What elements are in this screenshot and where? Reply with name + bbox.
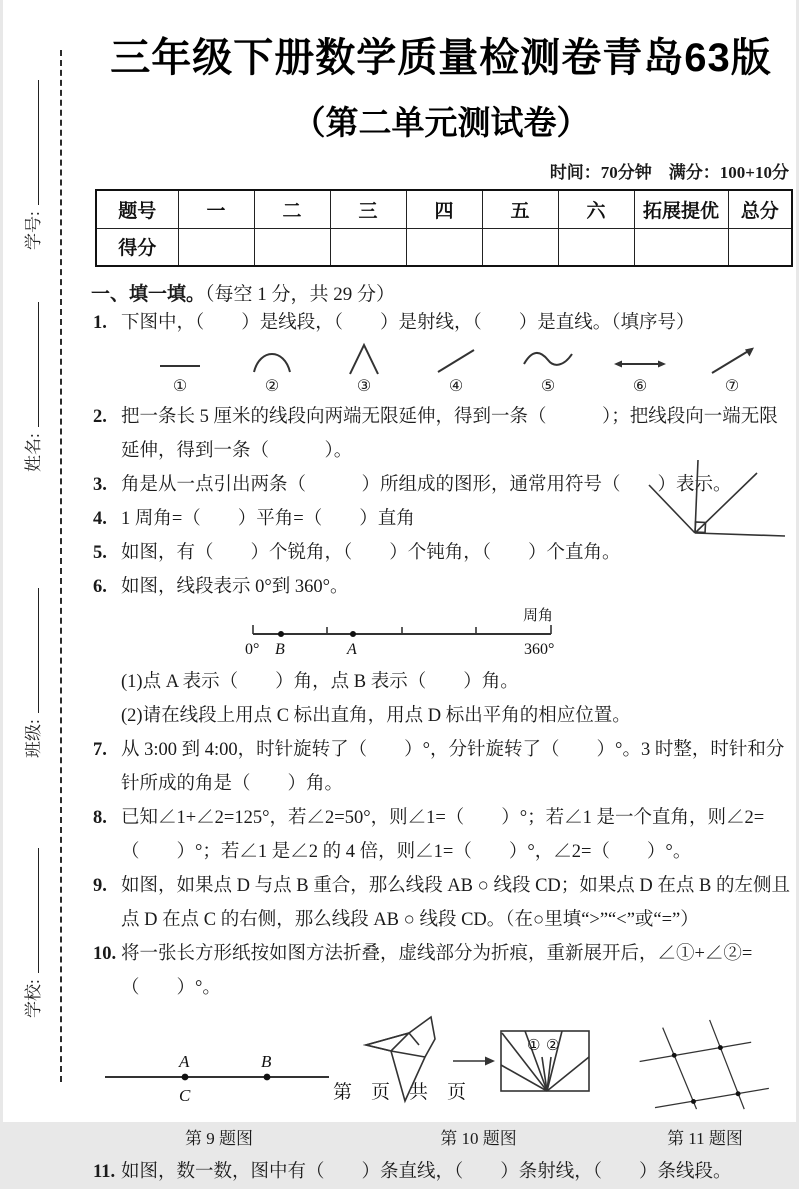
figure-angle (334, 342, 394, 396)
question-6 (91, 570, 791, 604)
score-cell-empty (254, 228, 330, 266)
figure-11-caption: 第 11 题图 (667, 1129, 743, 1148)
figure-label: ④ (448, 378, 464, 395)
arc-icon (242, 342, 302, 378)
question-10 (91, 937, 791, 1005)
score-header-cell: 六 (558, 190, 634, 228)
score-row-label: 得分 (96, 228, 178, 266)
svg-text:A: A (179, 1052, 190, 1071)
score-header-cell: 拓展提优 (634, 190, 728, 228)
svg-text:B: B (275, 641, 285, 658)
svg-text:360°: 360° (524, 641, 555, 658)
figure-label: ① (172, 378, 188, 395)
school-field (19, 848, 44, 1018)
question-1-figures (121, 342, 791, 396)
score-header-cell: 一 (178, 190, 254, 228)
figure-wave (518, 342, 578, 396)
time-score-info: 时间：70分钟 满分：100+10分 (549, 163, 789, 182)
svg-text:②: ② (546, 1038, 560, 1054)
score-cell-empty (482, 228, 558, 266)
score-cell-empty (558, 228, 634, 266)
question-1-text: 下图中，（ ）是线段，（ ）是射线，（ ）是直线。（填序号） (121, 313, 695, 333)
question-1 (91, 306, 791, 340)
question-4-text: 1 周角=（ ）平角=（ ）直角 (121, 509, 415, 529)
question-8-text: 已知∠1+∠2=125°，若∠2=50°，则∠1=（ ）°；若∠1 是一个直角，则∠2=（ ）°；若∠1 是∠2 的 4 倍，则∠1=（ ）°，∠2=（ ）°。 (121, 808, 765, 862)
question-8-number: 8. (93, 808, 107, 828)
score-header-cell: 四 (406, 190, 482, 228)
question-2-text: 把一条长 5 厘米的线段向两端无限延伸，得到一条（ ）；把线段向一端无限延伸，得到一条（ ）。 (121, 407, 778, 461)
figure-line-double-arrow (610, 342, 670, 396)
score-table (95, 189, 793, 267)
section-one-title: 一、填一填。 (91, 284, 206, 305)
question-7 (91, 733, 791, 801)
question-6-sub2 (91, 699, 791, 733)
figure-label: ⑦ (724, 378, 740, 395)
question-8 (91, 801, 791, 869)
student-id-label: 学号: (24, 211, 43, 250)
slash-line-icon (426, 342, 486, 378)
rays-from-vertex-icon (645, 455, 790, 547)
figure-label: ③ (356, 378, 372, 395)
score-header-cell: 五 (482, 190, 558, 228)
score-header-cell: 二 (254, 190, 330, 228)
figure-label: ② (264, 378, 280, 395)
question-6-number: 6. (93, 577, 107, 597)
svg-text:A: A (347, 641, 357, 658)
segment-icon (150, 342, 210, 378)
question-7-text: 从 3:00 到 4:00，时针旋转了（ ）°，分针旋转了（ ）°。3 时整，时针和分针所成的角是（ ）角。 (121, 740, 785, 794)
score-cell-empty (634, 228, 728, 266)
ray-arrow-icon (702, 342, 762, 378)
question-9 (91, 869, 791, 937)
question-2-number: 2. (93, 407, 107, 427)
question-6-sub2-text: (2)请在线段上用点 C 标出直角，用点 D 标出平角的相应位置。 (121, 706, 631, 726)
score-header-cell: 题号 (96, 190, 178, 228)
svg-text:C: C (179, 1086, 191, 1105)
degree-scale-icon (241, 606, 571, 660)
question-6-text: 如图，线段表示 0°到 360°。 (121, 577, 349, 597)
class-field (19, 588, 44, 758)
school-blank-line (25, 848, 39, 973)
question-11 (91, 1155, 791, 1189)
figure-label: ⑥ (632, 378, 648, 395)
question-5-number: 5. (93, 543, 107, 563)
score-cell-empty (728, 228, 792, 266)
section-one-note: （每空 1 分，共 29 分） (205, 284, 396, 305)
question-5-text: 如图，有（ ）个锐角，（ ）个钝角，（ ）个直角。 (121, 543, 621, 563)
class-blank-line (25, 588, 39, 713)
page-footer: 第 页 共 页 (332, 1082, 466, 1103)
question-3-text: 角是从一点引出两条（ ）所组成的图形，通常用符号（ ）表示。 (121, 475, 732, 495)
question-7-number: 7. (93, 740, 107, 760)
page-title: 三年级下册数学质量检测卷青岛63版 (110, 36, 772, 80)
question-1-number: 1. (93, 313, 107, 333)
figure-9-caption: 第 9 题图 (185, 1129, 253, 1148)
score-cell-empty (330, 228, 406, 266)
svg-text:B: B (261, 1052, 272, 1071)
class-label: 班级: (24, 719, 43, 758)
wavy-curve-icon (518, 342, 578, 378)
svg-text:①: ① (527, 1038, 541, 1054)
paper-content (91, 0, 791, 1189)
question-6-sub1 (91, 665, 791, 699)
svg-text:0°: 0° (245, 641, 260, 658)
score-cell-empty (178, 228, 254, 266)
figure-label: ⑤ (540, 378, 556, 395)
score-header-cell: 总分 (728, 190, 792, 228)
score-table-score-row (96, 228, 792, 266)
score-cell-empty (406, 228, 482, 266)
figure-10-caption: 第 10 题图 (440, 1129, 517, 1148)
school-label: 学校: (24, 979, 43, 1018)
question-10-number: 10. (93, 944, 117, 964)
question-9-number: 9. (93, 876, 107, 896)
question-10-text: 将一张长方形纸按如图方法折叠，虚线部分为折痕，重新展开后，∠①+∠②=（ ）°。 (121, 944, 753, 998)
margin-dashed-line (60, 50, 62, 1082)
question-6-sub1-text: (1)点 A 表示（ ）角，点 B 表示（ ）角。 (121, 672, 519, 692)
student-name-label: 姓名: (24, 433, 43, 472)
figure-slash (426, 342, 486, 396)
angle-icon (334, 342, 394, 378)
score-header-cell: 三 (330, 190, 406, 228)
student-name-blank-line (25, 302, 39, 427)
question-4-number: 4. (93, 509, 107, 529)
section-one-heading (91, 279, 791, 306)
student-name-field (19, 302, 44, 472)
question-11-number: 11. (93, 1162, 116, 1182)
score-table-header-row (96, 190, 792, 228)
figure-segment (150, 342, 210, 396)
student-id-blank-line (25, 80, 39, 205)
question-5-angle-figure (645, 455, 790, 552)
figure-ray (702, 342, 762, 396)
figure-arc (242, 342, 302, 396)
question-3-number: 3. (93, 475, 107, 495)
question-9-text: 如图，如果点 D 与点 B 重合，那么线段 AB ○ 线段 CD；如果点 D 在点 B 的左侧且点 D 在点 C 的右侧，那么线段 AB ○ 线段 CD。（在○里填“>”“<”或“=”） (121, 876, 790, 930)
question-6-scale-figure (241, 606, 791, 665)
svg-text:周角: 周角 (523, 608, 554, 624)
student-id-field (19, 80, 44, 250)
question-11-text: 如图，数一数，图中有（ ）条直线，（ ）条射线，（ ）条线段。 (121, 1162, 732, 1182)
test-paper-page (3, 0, 796, 1182)
page-subtitle: （第二单元测试卷） (292, 104, 590, 141)
double-arrow-line-icon (610, 342, 670, 378)
